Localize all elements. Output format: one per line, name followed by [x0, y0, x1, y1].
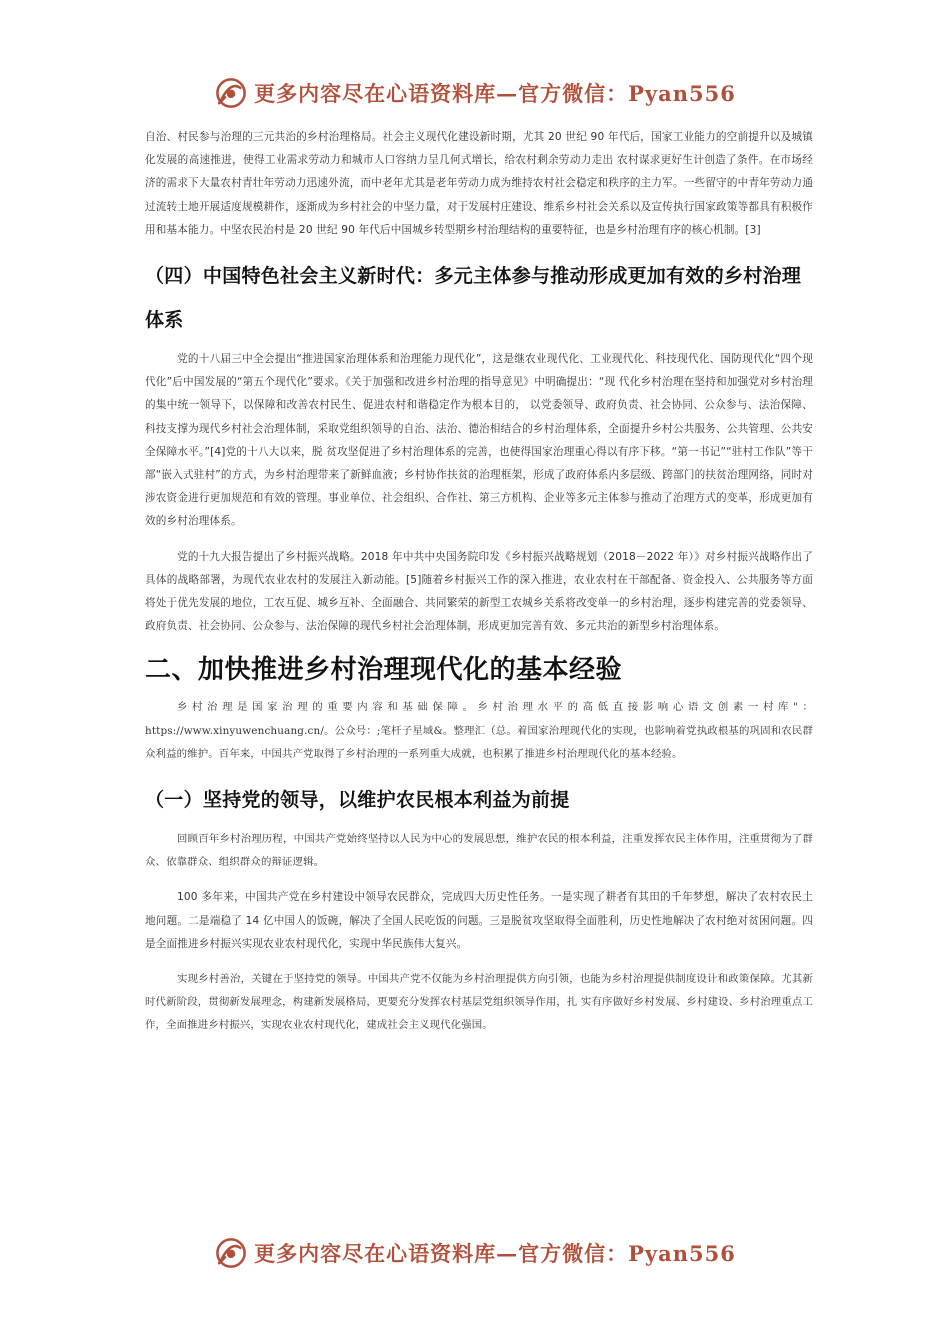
document-body — [145, 126, 813, 1050]
section-heading: （四）中国特色社会主义新时代：多元主体参与推动形成更加有效的乡村治理体系 — [145, 265, 802, 332]
header-banner — [0, 73, 950, 113]
paragraph: 乡村治理是国家治理的重要内容和基础保障。乡村治理水平的高低直接影响心语文创素一村库"：https://www.xinyuwenchuang.cn/。公众号：;笔杆子星域&。整理汇（总。着国家治理现代化的实现，也影响着党执政根基的巩固和农民群众利益的维护。百年来，中国共产党取得了乡村治理的一系列重大成就，也积累了推进乡村治理现代化的基本经验。 — [145, 701, 813, 760]
paragraph: 党的十八届三中全会提出“推进国家治理体系和治理能力现代化”，这是继农业现代化、工业现代化、科技现代化、国防现代化“四个现代化”后中国发展的“第五个现代化”要求。《关于加强和改进乡村治理的指导意见》中明确提出：“现 代化乡村治理在坚持和加强党对乡村治理的集中统一领导下，以保障和改善农村民生、促进农村和谐稳定作为根本目的， 以党委领导、政府负责、社会协同、公众参与、法治保障、科技支撑为现代乡村社会治理体制，采取党组织领导的自治、法治、德治相结合的乡村治理体系，全面提升乡村公共服务、公共管理、公共安全保障水平。”[4]党的十八大以来，脱 贫攻坚促进了乡村治理体系的完善，也使得国家治理重心得以有序下移。“第一书记”“驻村工作队”等干部“嵌入式驻村”的方式，为乡村治理带来了新鲜血液；乡村协作扶贫的治理框架，形成了政府体系内多层级、跨部门的扶贫治理网络，同时对涉农资金进行更加规范和有效的管理。事业单位、社会组织、合作社、第三方机构、企业等多元主体参与推动了治理方式的变革，形成更加有效的乡村治理体系。 — [145, 353, 813, 528]
banner-text: 更多内容尽在心语资料库—官方微信：Pyan556 — [254, 1241, 736, 1266]
chapter-heading: 二、加快推进乡村治理现代化的基本经验 — [145, 655, 623, 686]
paragraph: 党的十九大报告提出了乡村振兴战略。2018 年中共中央国务院印发《乡村振兴战略规划（2018－2022 年）》对乡村振兴战略作出了具体的战略部署，为现代农业农村的发展注入新动能。[5]随着乡村振兴工作的深入推进，农业农村在干部配备、资金投入、公共服务等方面将处于优先发展的地位，工农互促、城乡互补、全面融合、共同繁荣的新型工农城乡关系将改变单一的乡村治理，逐步构建完善的党委领导、政府负责、社会协同、公众参与、法治保障的现代乡村社会治理体制，形成更加完善有效、多元共治的新型乡村治理体系。 — [145, 550, 813, 633]
paragraph: 回顾百年乡村治理历程，中国共产党始终坚持以人民为中心的发展思想，维护农民的根本利益，注重发挥农民主体作用，注重贯彻为了群众、依靠群众、组织群众的辩证逻辑。 — [145, 833, 813, 869]
section-heading: （一）坚持党的领导，以维护农民根本利益为前提 — [145, 789, 570, 812]
seal-logo-icon — [214, 76, 248, 110]
seal-logo-icon — [214, 1236, 248, 1270]
paragraph: 100 多年来，中国共产党在乡村建设中领导农民群众，完成四大历史性任务。一是实现了耕者有其田的千年梦想，解决了农村农民土地问题。二是端稳了 14 亿中国人的饭碗，解决了全国人民吃饭的问题。三是脱贫攻坚取得全面胜利，历史性地解决了农村绝对贫困问题。四是全面推进乡村振兴实现农业农村现代化，实现中华民族伟大复兴。 — [145, 891, 813, 950]
banner-text: 更多内容尽在心语资料库—官方微信：Pyan556 — [254, 81, 736, 106]
footer-banner — [0, 1233, 950, 1273]
paragraph: 自治、村民参与治理的三元共治的乡村治理格局。社会主义现代化建设新时期，尤其 20 世纪 90 年代后，国家工业能力的空前提升以及城镇化发展的高速推进，使得工业需求劳动力和城市人口容纳力呈几何式增长，给农村剩余劳动力走出 农村谋求更好生计创造了条件。在市场经济的需求下大量农村青壮年劳动力迅速外流，而中老年尤其是老年劳动力成为维持农村社会稳定和秩序的主力军。一些留守的中青年劳动力通过流转土地开展适度规模耕作，逐渐成为乡村社会的中坚力量，对于发展村庄建设、维系乡村社会关系以及宣传执行国家政策等都具有积极作用和基本能力。中坚农民治村是 20 世纪 90 年代后中国城乡转型期乡村治理结构的重要特征，也是乡村治理有序的核心机制。[3] — [145, 131, 813, 236]
paragraph: 实现乡村善治，关键在于坚持党的领导。中国共产党不仅能为乡村治理提供方向引领，也能为乡村治理提供制度设计和政策保障。尤其新时代新阶段，贯彻新发展理念，构建新发展格局，更要充分发挥农村基层党组织领导作用，扎 实有序做好乡村发展、乡村建设、乡村治理重点工作，全面推进乡村振兴，实现农业农村现代化，建成社会主义现代化强国。 — [145, 973, 813, 1032]
